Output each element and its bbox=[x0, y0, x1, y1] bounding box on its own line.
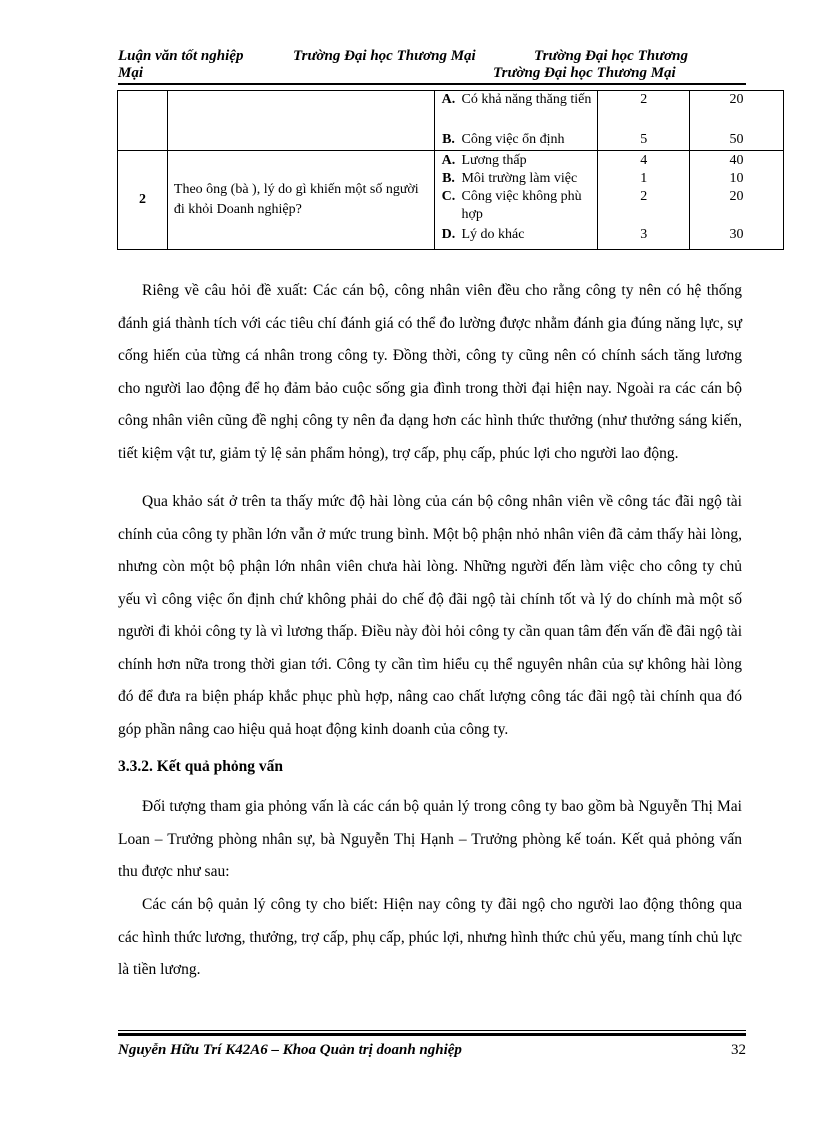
question-text: Theo ông (bà ), lý do gì khiến một số người đi khỏi Doanh nghiệp? bbox=[167, 151, 435, 250]
option-percent: 20 bbox=[729, 189, 744, 204]
page-number: 32 bbox=[731, 1042, 746, 1058]
page-footer bbox=[118, 1030, 746, 1059]
percent-cell bbox=[690, 91, 784, 151]
option-text: Công việc ổn định bbox=[461, 132, 565, 147]
header-university-3: Trường Đại học Thương Mại bbox=[493, 65, 676, 81]
survey-table bbox=[117, 90, 784, 250]
option-text: Môi trường làm việc bbox=[461, 171, 578, 186]
option-letter: A. bbox=[441, 153, 456, 168]
option-text: Lương thấp bbox=[461, 153, 527, 168]
option-percent: 10 bbox=[729, 171, 744, 186]
body-paragraph-3: Đối tượng tham gia phỏng vấn là các cán bộ quản lý trong công ty bao gồm bà Nguyễn Thị Mai Loan – Trưởng phòng nhân sự, bà Nguyễn Thị Hạnh – Trưởng phòng kế toán. Kết quả phỏng vấn thu được như sau: bbox=[118, 798, 742, 880]
option-count: 1 bbox=[640, 171, 648, 186]
footer-author: Nguyễn Hữu Trí K42A6 – Khoa Quản trị doanh nghiệp bbox=[118, 1042, 462, 1058]
table-row bbox=[118, 91, 784, 151]
question-number-cell bbox=[118, 91, 168, 151]
header-line-2 bbox=[118, 65, 746, 82]
option-count: 3 bbox=[640, 227, 648, 242]
footer-rule-thin bbox=[118, 1030, 746, 1031]
header-line-1 bbox=[118, 48, 746, 65]
table-row bbox=[118, 151, 784, 250]
question-number: 2 bbox=[118, 151, 168, 250]
option-row bbox=[435, 131, 597, 149]
option-count: 5 bbox=[640, 132, 648, 147]
header-university-2: Trường Đại học Thương bbox=[534, 48, 688, 64]
option-percent: 20 bbox=[729, 92, 744, 107]
footer-rule-thick bbox=[118, 1033, 746, 1036]
count-cell bbox=[598, 91, 690, 151]
body-paragraph-4: Các cán bộ quản lý công ty cho biết: Hiện nay công ty đãi ngộ cho người lao động thông qua các hình thức lương, thưởng, trợ cấp, phụ cấp, phúc lợi, nhưng hình thức chủ yếu, mang tính chủ lực là tiền lương. bbox=[118, 896, 742, 978]
options-cell bbox=[435, 91, 598, 151]
header-university-1: Trường Đại học Thương Mại bbox=[293, 48, 476, 64]
option-count: 4 bbox=[640, 153, 648, 168]
header-rule bbox=[118, 83, 746, 85]
option-row bbox=[435, 91, 597, 131]
count-cell bbox=[598, 151, 690, 250]
options-cell bbox=[435, 151, 598, 250]
option-letter: A. bbox=[441, 92, 456, 107]
question-cell bbox=[167, 91, 435, 151]
option-letter: B. bbox=[442, 132, 455, 147]
option-letter: B. bbox=[442, 171, 455, 186]
option-count: 2 bbox=[640, 92, 648, 107]
page-header bbox=[118, 48, 746, 82]
body-paragraph-2: Qua khảo sát ở trên ta thấy mức độ hài lòng của cán bộ công nhân viên về công tác đãi ngộ tài chính của công ty phần lớn vẫn ở mức trung bình. Một bộ phận nhỏ nhân viên đã cảm thấy hài lòng, nhưng còn một bộ phận lớn nhân viên chưa hài lòng. Những người đến làm việc cho công ty chủ yếu vì công việc ổn định chứ không phải do chế độ đãi ngộ tài chính tốt và lý do chính mà một số người đi khỏi công ty là vì lương thấp. Điều này đòi hỏi công ty cần quan tâm đến vấn đề đãi ngộ tài chính hơn nữa trong thời gian tới. Công ty cần tìm hiểu cụ thể nguyên nhân của sự không hài lòng đó để đưa ra biện pháp khắc phục phù hợp, nâng cao chất lượng công tác đãi ngộ tài chính qua đó góp phần nâng cao hiệu quả hoạt động kinh doanh của công ty. bbox=[118, 493, 742, 738]
percent-cell bbox=[690, 151, 784, 250]
option-row bbox=[435, 226, 597, 244]
option-text: Lý do khác bbox=[461, 227, 525, 242]
option-count: 2 bbox=[640, 189, 648, 204]
option-letter: C. bbox=[441, 189, 456, 204]
option-text: Công việc không phù hợp bbox=[461, 189, 582, 222]
option-row bbox=[435, 188, 597, 226]
body-paragraph-1: Riêng về câu hỏi đề xuất: Các cán bộ, công nhân viên đều cho rằng công ty nên có hệ thống đánh giá thành tích với các tiêu chí đánh giá có thể đo lường được nhằm đánh gia đúng năng lực, sự cống hiến của từng cá nhân trong công ty. Đồng thời, công ty cũng nên có chính sách tăng lương cho người lao động để họ đảm bảo cuộc sống gia đình trong thời đại hiện nay. Ngoài ra các cán bộ công nhân viên cũng đề nghị công ty nên đa dạng hơn các hình thức thưởng (như thưởng sáng kiến, tiết kiệm vật tư, giảm tỷ lệ sản phẩm hỏng), trợ cấp, phụ cấp, phúc lợi cho người lao động. bbox=[118, 282, 742, 462]
header-wrap-text: Mại bbox=[118, 65, 144, 81]
option-text: Có khả năng thăng tiến bbox=[461, 92, 592, 107]
section-heading: 3.3.2. Kết quả phỏng vấn bbox=[118, 758, 283, 775]
footer-text bbox=[118, 1042, 746, 1059]
option-percent: 40 bbox=[729, 153, 744, 168]
option-row bbox=[435, 152, 597, 170]
option-percent: 30 bbox=[729, 227, 744, 242]
option-row bbox=[435, 170, 597, 188]
header-thesis-label: Luận văn tốt nghiệp bbox=[118, 48, 244, 64]
option-letter: D. bbox=[441, 227, 456, 242]
option-percent: 50 bbox=[729, 132, 744, 147]
